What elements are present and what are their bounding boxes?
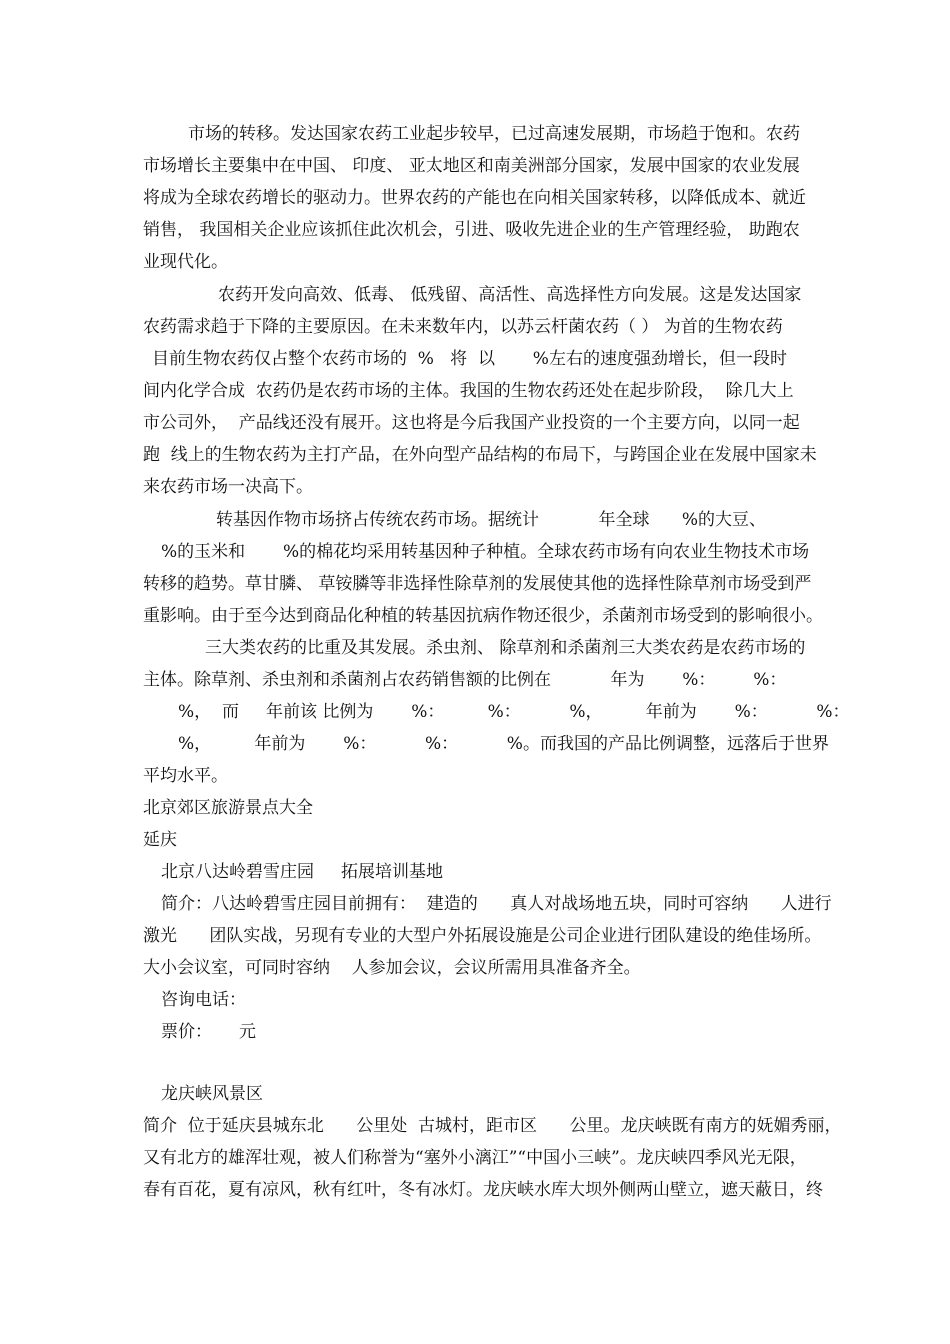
text-line: 简介：八达岭碧雪庄园目前拥有： 建造的 真人对战场地五块，同时可容纳 人进行	[161, 894, 832, 914]
text-line: 农药需求趋于下降的主要原因。在未来数年内，以苏云杆菌农药（ ） 为首的生物农药	[143, 317, 783, 337]
text-line: 间内化学合成 农药仍是农药市场的主体。我国的生物农药还处在起步阶段， 除几大上	[143, 381, 794, 401]
text-line: 来农药市场一决高下。	[143, 477, 313, 497]
text-line: 又有北方的雄浑壮观，被人们称誉为“塞外小漓江”“中国小三峡”。龙庆峡四季风光无限，	[143, 1148, 807, 1168]
price-line: 票价： 元	[161, 1022, 257, 1042]
text-line: 重影响。由于至今达到商品化种植的转基因抗病作物还很少，杀菌剂市场受到的影响很小。	[143, 606, 823, 626]
text-line: %， 而 年前该 比例为 %： %： %， 年前为 %： %：	[178, 702, 850, 722]
text-line: %， 年前为 %： %： %。而我国的产品比例调整，远落后于世界	[178, 734, 829, 754]
contact-line: 咨询电话：	[161, 990, 246, 1010]
text-line: 转移的趋势。草甘膦、 草铵膦等非选择性除草剂的发展使其他的选择性除草剂市场受到严	[143, 574, 812, 594]
text-line: 业现代化。	[143, 252, 228, 272]
attraction-title: 北京八达岭碧雪庄园 拓展培训基地	[161, 862, 444, 882]
text-line: 三大类农药的比重及其发展。杀虫剂、 除草剂和杀菌剂三大类农药是农药市场的	[205, 638, 806, 658]
text-line: 转基因作物市场挤占传统农药市场。据统计 年全球 %的大豆、	[216, 510, 767, 530]
text-line: 平均水平。	[143, 766, 228, 786]
text-line: 主体。除草剂、杀虫剂和杀菌剂占农药销售额的比例在 年为 %： %：	[143, 670, 787, 690]
section-heading: 北京郊区旅游景点大全	[143, 798, 313, 818]
text-line: 目前生物农药仅占整个农药市场的 % 将 以 %左右的速度强劲增长，但一段时	[152, 349, 787, 369]
text-line: 市公司外， 产品线还没有展开。这也将是今后我国产业投资的一个主要方向，以同一起	[143, 413, 800, 433]
text-line: 市场增长主要集中在中国、 印度、 亚太地区和南美洲部分国家，发展中国家的农业发展	[143, 156, 800, 176]
text-line: 大小会议室，可同时容纳 人参加会议，会议所需用具准备齐全。	[143, 958, 641, 978]
text-line: 简介 位于延庆县城东北 公里处 古城村，距市区 公里。龙庆峡既有南方的妩媚秀丽，	[143, 1116, 842, 1136]
text-line: 销售， 我国相关企业应该抓住此次机会，引进、吸收先进企业的生产管理经验， 助跑农	[143, 220, 800, 240]
text-line: 春有百花，夏有凉风，秋有红叶，冬有冰灯。龙庆峡水库大坝外侧两山壁立，遮天蔽日，终	[143, 1180, 823, 1200]
attraction-title: 龙庆峡风景区	[161, 1084, 263, 1104]
section-subheading: 延庆	[143, 830, 177, 850]
text-line: 市场的转移。发达国家农药工业起步较早，已过高速发展期，市场趋于饱和。农药	[188, 124, 800, 144]
text-line: 将成为全球农药增长的驱动力。世界农药的产能也在向相关国家转移，以降低成本、就近	[143, 188, 806, 208]
text-line: 跑 线上的生物农药为主打产品，在外向型产品结构的布局下，与跨国企业在发展中国家未	[143, 445, 817, 465]
text-line: %的玉米和 %的棉花均采用转基因种子种植。全球农药市场有向农业生物技术市场	[161, 542, 810, 562]
text-line: 激光 团队实战，另现有专业的大型户外拓展设施是公司企业进行团队建设的绝佳场所。	[143, 926, 822, 946]
text-line: 农药开发向高效、低毒、 低残留、高活性、高选择性方向发展。这是发达国家	[218, 285, 802, 305]
